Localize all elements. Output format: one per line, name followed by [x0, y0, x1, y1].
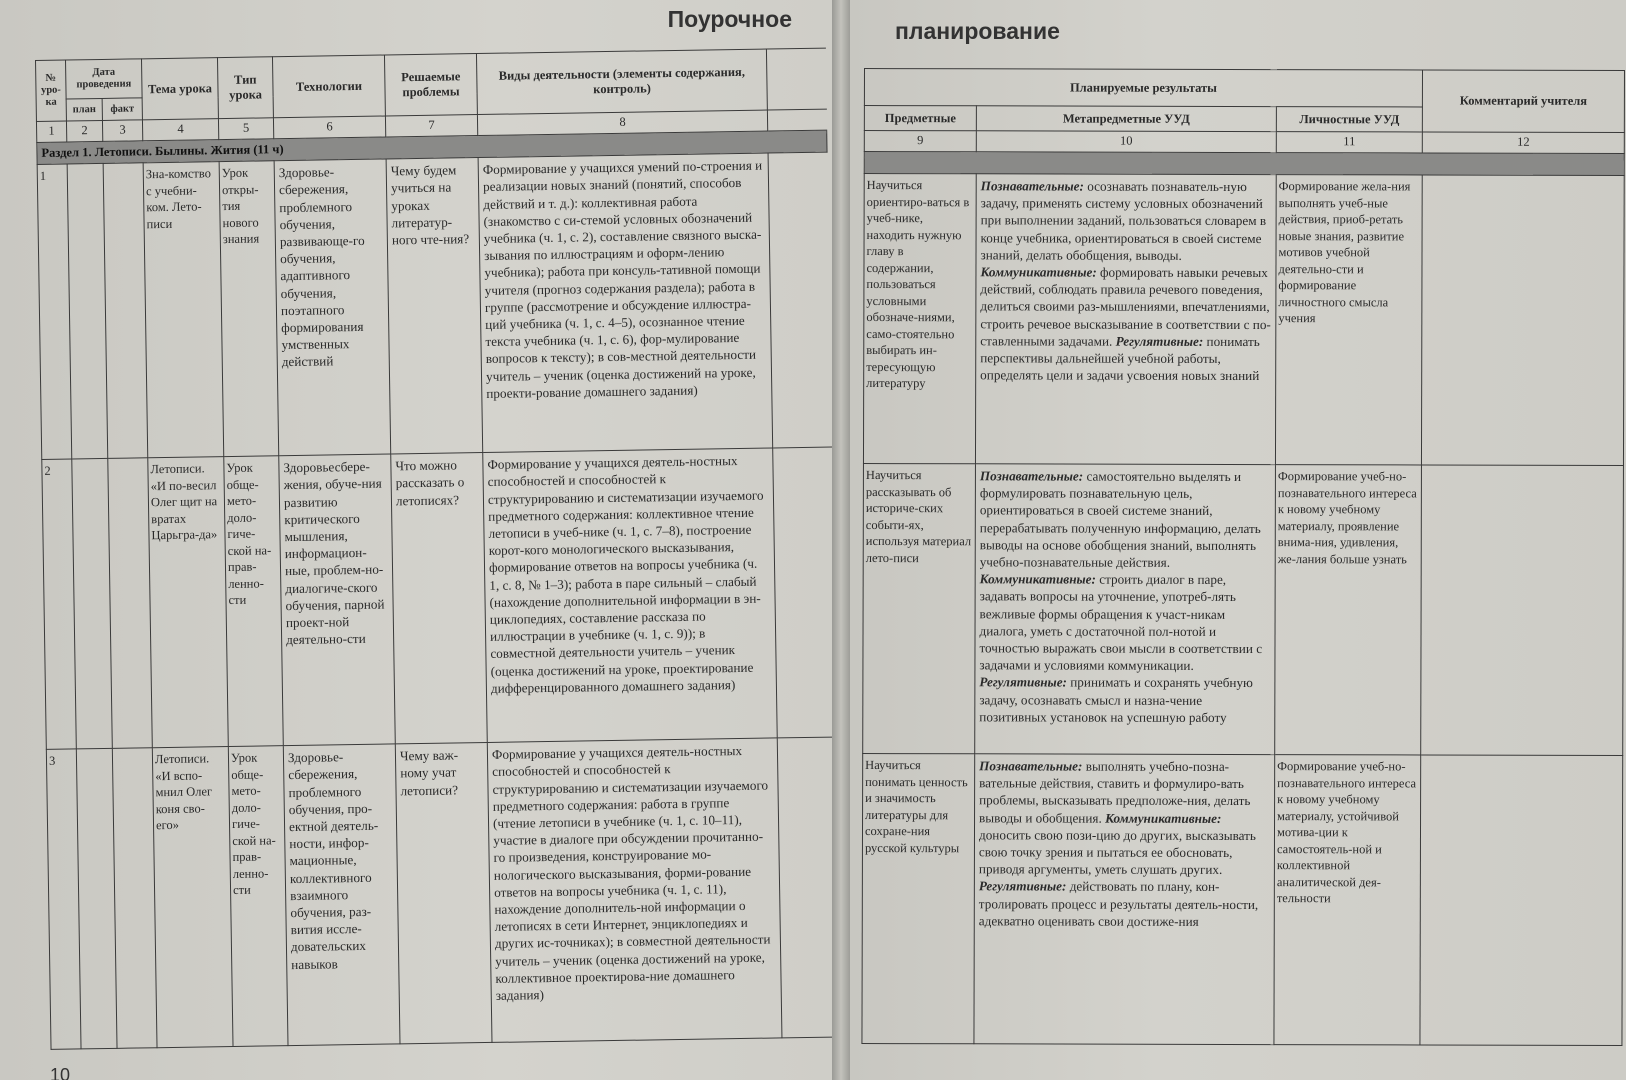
meta-results [975, 174, 1276, 465]
table-row [862, 753, 1623, 1045]
meta-label: Регулятивные: [979, 674, 1067, 690]
meta-text: принимать и сохранять учебную задачу, осознавать смысл и назна-чение позитивных установок на успешную работу [979, 674, 1253, 725]
table-row [42, 447, 832, 749]
header-meta: Метапредметные УУД [976, 106, 1276, 132]
date-fact-cell [108, 458, 153, 749]
col-number: 1 [36, 121, 66, 142]
lesson-number: 3 [46, 749, 81, 1049]
meta-label: Познавательные: [979, 468, 1084, 484]
subject-results: Научиться ориентиро-ваться в учеб-нике, находить нужную главу в содержании, пользоваться условными обозначе-ниями, само-стоятельно выбирать ин-тересующую литературу [863, 174, 976, 464]
table-row [37, 152, 832, 459]
subject-results: Научиться понимать ценность и значимость литературы для сохране-ния русской культуры [862, 753, 975, 1043]
book-gutter [832, 0, 850, 1080]
meta-results [974, 754, 1275, 1045]
header-problems: Решаемые проблемы [384, 54, 477, 116]
date-fact-cell [112, 748, 157, 1049]
lesson-technologies: Здоровье-сбережения, проблемного обучения, про-ектной деятель-ности, инфор-мационные, коллективного взаимного обучения, раз-вития иссле-довательских навыков [283, 744, 400, 1046]
lesson-topic: Зна-комство с учебни-ком. Лето-писи [143, 162, 224, 458]
header-spacer [766, 48, 826, 110]
lesson-activities: Формирование у учащихся умений по-строения и реализации новых знаний (понятий, способов действий и т. д.): коллективная работа (знакомство с си-стемой условных обозначений учебника (ч. 1, с. 2), составление связного выска-зывания по иллюстрациям и оформ-лению учебника); работа при консуль-тативной помощи учителя (прогноз содержания раздела); работа в группе (рассмотрение и обсуждение иллюстра-ций учебника (ч. 1, с. 4–5), осознанное чтение текста учебника (ч. 1, с. 6), фор-мулирование вопросов к тексту); в сов-местной деятельности учитель – ученик (оценка достижений на уроке, проекти-рование домашнего задания) [478, 153, 773, 453]
header-lesson-number: № уро-ка [36, 60, 67, 121]
teacher-comment [1421, 175, 1624, 466]
teacher-comment [1420, 755, 1623, 1046]
lesson-type: Урок откры-тия нового знания [219, 161, 279, 457]
lesson-topic: Летописи. «И по-весил Олег щит на вратах Царьгра-да» [148, 457, 229, 748]
header-plan: план [66, 99, 102, 121]
header-fact: факт [102, 98, 142, 120]
lesson-type: Урок обще-мето-доло-гиче-ской на-прав-ленно-сти [228, 746, 288, 1047]
col-number: 7 [385, 115, 477, 137]
subject-results: Научиться рассказывать об историче-ских событи-ях, используя материал лето-писи [863, 463, 976, 753]
meta-label: Познавательные: [980, 178, 1084, 194]
meta-text: понимать перспективы дальнейшей учебной работы, определять цели и задачи усвоения новых знаний [980, 333, 1260, 384]
lesson-type: Урок обще-мето-доло-гиче-ской на-прав-ленно-сти [224, 456, 284, 747]
meta-label: Коммуникативные: [980, 264, 1097, 280]
lesson-number: 2 [42, 459, 77, 749]
header-comment: Комментарий учителя [1422, 70, 1624, 133]
meta-results [975, 464, 1276, 755]
table-row [863, 174, 1624, 466]
lesson-plan-table-left [35, 48, 832, 1051]
date-plan-cell [67, 164, 108, 460]
header-technologies: Технологии [272, 55, 385, 118]
meta-text: строить диалог в паре, задавать вопросы на уточнение, употреб-лять вежливые формы обращения к участ-никам диалога, уметь с достаточной пол-нотой и точностью выражать свои мысли в соответствии с задачами и условиями коммуникации. [979, 571, 1263, 674]
meta-label: Коммуникативные: [979, 571, 1096, 587]
lesson-activities: Формирование у учащихся деятель-ностных способностей и способностей к структурированию и систематизации изучаемого предметного содержания: работа в группе (чтение летописи в учебнике (ч. 1, с. 10–11), участие в диалоге при обсуждении прочитанно-го произведения, конструирование мо-нологического высказывания, форми-рование ответов на вопросы учебника (ч. 1, с. 11), нахождение дополнитель-ной информации о летописях в сети Интернет, энциклопедиях и других ис-точниках); в совместной деятельности учитель – ученик (оценка достижений на уроке, коллективное проектирова-ние домашнего задания) [487, 738, 782, 1043]
lesson-technologies: Здоровьесбере-жения, обуче-ния развитию критического мышления, информацион-ные, проблем-но-диалогиче-ского обучения, парной проект-ной деятельно-сти [279, 454, 396, 746]
meta-text: доносить свою пози-цию до других, высказывать свою точку зрения и пытаться ее обосновать, приводя аргументы, уметь слушать других. [978, 827, 1256, 878]
col-number: 8 [477, 110, 767, 136]
meta-text: выполнять учебно-позна-вательные действия, ставить и формулиро-вать проблемы, высказывать предположе-ния, делать выводы и обобщения. [979, 758, 1251, 826]
page-heading-left: Поурочное [667, 6, 792, 32]
meta-label: Регулятивные: [978, 878, 1067, 894]
lesson-plan-table-right [861, 68, 1625, 1046]
date-plan-cell [72, 459, 113, 750]
section-title: Раздел 1. Летописи. Былины. Жития (11 ч) [37, 130, 827, 165]
meta-text: самостоятельно выделять и формулировать познавательную цель, ориентироваться в своей системе знаний, перерабатывать полученную информацию, делать выводы на основе обобщения знаний, выполнять учебно-познавательные действия. [979, 468, 1261, 570]
header-personal: Личностные УУД [1276, 107, 1422, 132]
header-subject: Предметные [864, 106, 976, 131]
col-number: 9 [864, 131, 976, 152]
lesson-topic: Летописи. «И вспо-мнил Олег коня сво-его» [152, 747, 233, 1048]
col-number: 6 [273, 116, 385, 139]
page-number: 10 [50, 1065, 71, 1080]
header-activities: Виды деятельности (элементы содержания, контроль) [476, 49, 767, 115]
page-heading-right: планирование [895, 18, 1060, 44]
section-bar [864, 152, 1624, 176]
blank-cell [768, 152, 832, 448]
lesson-problems: Чему важ-ному учат летописи? [395, 743, 492, 1044]
meta-label: Познавательные: [979, 758, 1083, 774]
col-number: 4 [142, 119, 218, 141]
col-number: 2 [66, 120, 102, 142]
lesson-number: 1 [37, 164, 72, 459]
header-topic: Тема урока [141, 58, 218, 120]
right-page [850, 0, 1626, 1080]
date-plan-cell [76, 749, 117, 1050]
meta-text: осознавать познаватель-ную задачу, применять систему условных обозначений при выполнении заданий, пользоваться словарем в конце учебника, ориентироваться в своей системе знаний, делать обобщения, выводы. [980, 178, 1267, 263]
meta-label: Коммуникативные: [1105, 810, 1222, 826]
date-fact-cell [103, 163, 148, 459]
lesson-problems: Чему будем учиться на уроках литератур-ного чте-ния? [386, 158, 483, 454]
lesson-activities: Формирование у учащихся деятель-ностных способностей и способностей к структурированию и систематизации изучаемого предметного содержания: коллективное чтение летописи в учеб-нике (ч. 1, с. 7–8), построение корот-кого монологического высказывания, формирование ответов на вопросы учебника (ч. 1, с. 8, № 1–3); работа в паре сильный – слабый (нахождение дополнительной информации в эн-циклопедиях, составление рассказа по иллюстрации в учебнике (ч. 1, с. 9)); в совместной деятельности учитель – ученик (оценка достижений на уроке, проектирование дифференцированного домашнего задания) [483, 448, 778, 743]
col-number-blank [767, 109, 826, 131]
personal-results: Формирование учеб-но-познавательного интереса к новому учебному материалу, устойчивой мотива-ции к самостоятель-ной и коллективной аналитической дея-тельности [1274, 755, 1421, 1045]
header-type: Тип урока [217, 57, 273, 119]
blank-cell [777, 737, 832, 1038]
blank-cell [773, 447, 832, 738]
col-number: 10 [976, 131, 1276, 153]
personal-results: Формирование жела-ния выполнять учеб-ные действия, приоб-ретать новые знания, развитие мотивов учебной деятельно-сти и формирование личностного смысла учения [1275, 175, 1422, 465]
header-date: Дата проведения [66, 59, 143, 99]
col-number: 3 [102, 120, 142, 142]
meta-text: формировать навыки речевых действий, соблюдать правила речевого поведения, делиться своими раз-мышлениями, впечатлениями, строить речевое высказывание в соответствии с по-ставленными задачами. [980, 264, 1271, 349]
lesson-technologies: Здоровье-сбережения, проблемного обучения, развивающе-го обучения, адаптивного обучения, поэтапного формирования умственных действий [274, 159, 391, 456]
col-number: 11 [1276, 132, 1422, 153]
meta-text: действовать по плану, кон-тролировать процесс и результаты деятель-ности, адекватно оценивать свои достиже-ния [978, 878, 1259, 929]
personal-results: Формирование учеб-но-познавательного интереса к новому учебному материалу, проявление внима-ния, удивления, же-лания больше узнать [1275, 465, 1422, 755]
table-row [46, 737, 832, 1049]
teacher-comment [1421, 465, 1624, 756]
header-planned-results: Планируемые результаты [864, 69, 1422, 107]
col-number: 12 [1422, 132, 1624, 154]
lesson-problems: Что можно рассказать о летописях? [391, 453, 488, 744]
col-number: 5 [218, 118, 273, 140]
table-row [863, 463, 1624, 755]
meta-label: Регулятивные: [1115, 333, 1204, 349]
